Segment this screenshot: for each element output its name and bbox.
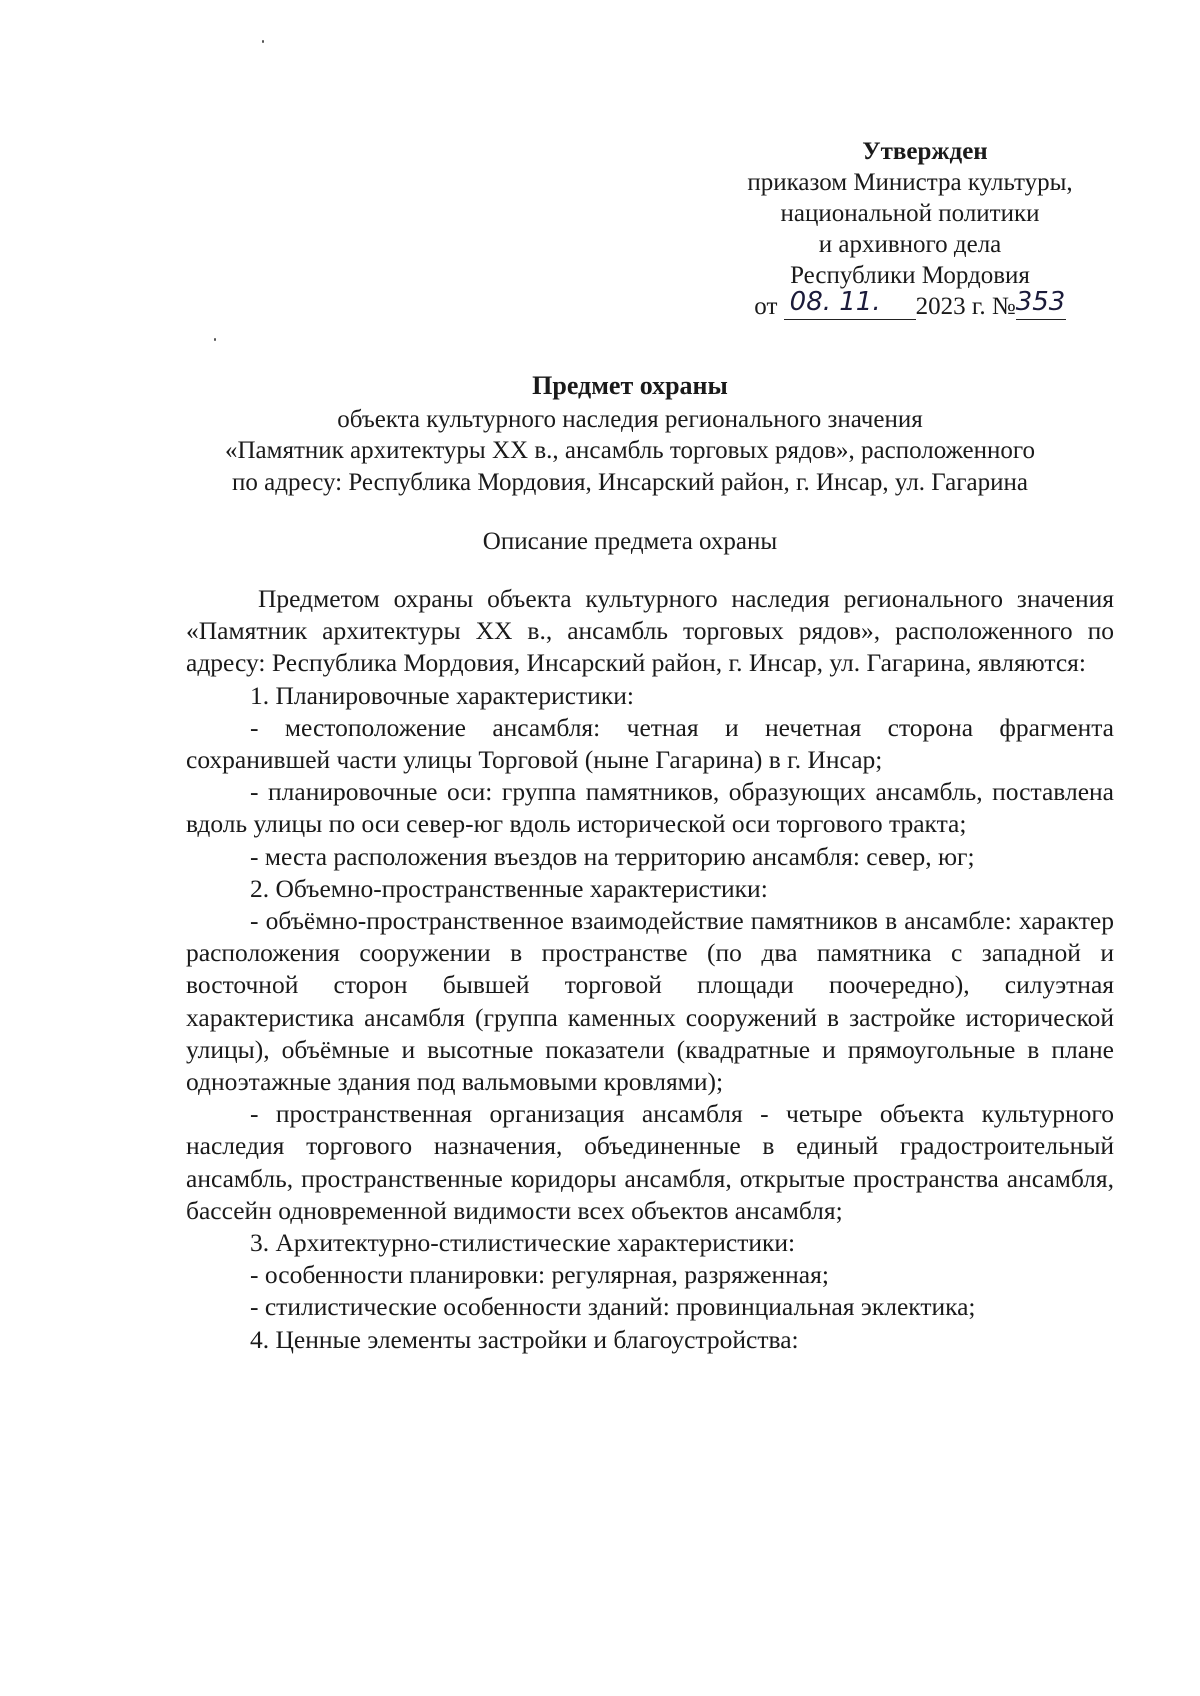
approval-date-line bbox=[700, 287, 1120, 322]
handwritten-date: 08. 11. bbox=[789, 287, 881, 317]
section-3-item: - стилистические особенности зданий: провинциальная эклектика; bbox=[250, 1292, 976, 1322]
section-3-title: 3. Архитектурно-стилистические характеристики: bbox=[250, 1228, 796, 1258]
date-field bbox=[784, 287, 916, 320]
section-2-item: - пространственная организация ансамбля - четыре объекта культурного наследия торгового назначения, объединенные в единый градостроительный ансамбль, пространственные коридоры ансамбля, открытые пространства ансамбля, бассейн одновременной видимости всех объектов ансамбля; bbox=[186, 1099, 1114, 1225]
title-line: объекта культурного наследия регионального значения bbox=[337, 405, 923, 433]
approval-block bbox=[700, 136, 1120, 322]
section-1-item: - планировочные оси: группа памятников, образующих ансамбль, поставлена вдоль улицы по оси север-юг вдоль исторической оси торгового тракта; bbox=[186, 777, 1114, 839]
document-title: Предмет охраны bbox=[532, 371, 728, 400]
section-2-title: 2. Объемно-пространственные характеристики: bbox=[250, 873, 768, 903]
approval-line: приказом Министра культуры, bbox=[747, 169, 1073, 196]
section-subtitle: Описание предмета охраны bbox=[482, 528, 778, 555]
approval-line: Республики Мордовия bbox=[790, 262, 1030, 289]
date-prefix: от bbox=[754, 293, 778, 320]
section-2-item: - объёмно-пространственное взаимодействие памятников в ансамбле: характер расположения сооружении в пространстве (по два памятника с западной и восточной сторон бывшей торговой площади поочередно), силуэтная характеристика ансамбля (группа каменных сооружений в застройке исторической улицы), объёмные и высотные показатели (квадратные и прямоугольные в плане одноэтажные здания под вальмовыми кровлями); bbox=[186, 906, 1114, 1097]
section-1-title: 1. Планировочные характеристики: bbox=[250, 680, 634, 710]
approval-line: национальной политики bbox=[780, 200, 1040, 227]
date-year: 2023 г. № bbox=[915, 293, 1016, 320]
approval-heading: Утвержден bbox=[862, 138, 988, 165]
section-1-item: - местоположение ансамбля: четная и нечетная сторона фрагмента сохранившей части улицы Торговой (ныне Гагарина) в г. Инсар; bbox=[186, 712, 1114, 775]
scan-speck bbox=[214, 338, 216, 341]
number-field bbox=[1015, 287, 1066, 320]
handwritten-number: 353 bbox=[1015, 287, 1066, 317]
intro-paragraph: Предметом охраны объекта культурного наследия регионального значения «Памятник архитектуры ХХ в., ансамбль торговых рядов», расположенного по адресу: Республика Мордовия, Инсарский район, г. Инсар, ул. Гагарина, являются: bbox=[186, 584, 1114, 678]
section-4-title: 4. Ценные элементы застройки и благоустройства: bbox=[250, 1324, 799, 1354]
title-block bbox=[160, 370, 1100, 498]
title-line: по адресу: Республика Мордовия, Инсарский район, г. Инсар, ул. Гагарина bbox=[232, 468, 1028, 496]
section-3-item: - особенности планировки: регулярная, разряженная; bbox=[250, 1260, 829, 1290]
approval-line: и архивного дела bbox=[818, 231, 1002, 258]
section-1-item: - места расположения въездов на территорию ансамбля: север, юг; bbox=[250, 841, 975, 871]
document-body bbox=[186, 583, 1114, 1356]
scan-speck bbox=[262, 40, 264, 43]
title-line: «Памятник архитектуры ХХ в., ансамбль торговых рядов», расположенного bbox=[224, 437, 1036, 464]
